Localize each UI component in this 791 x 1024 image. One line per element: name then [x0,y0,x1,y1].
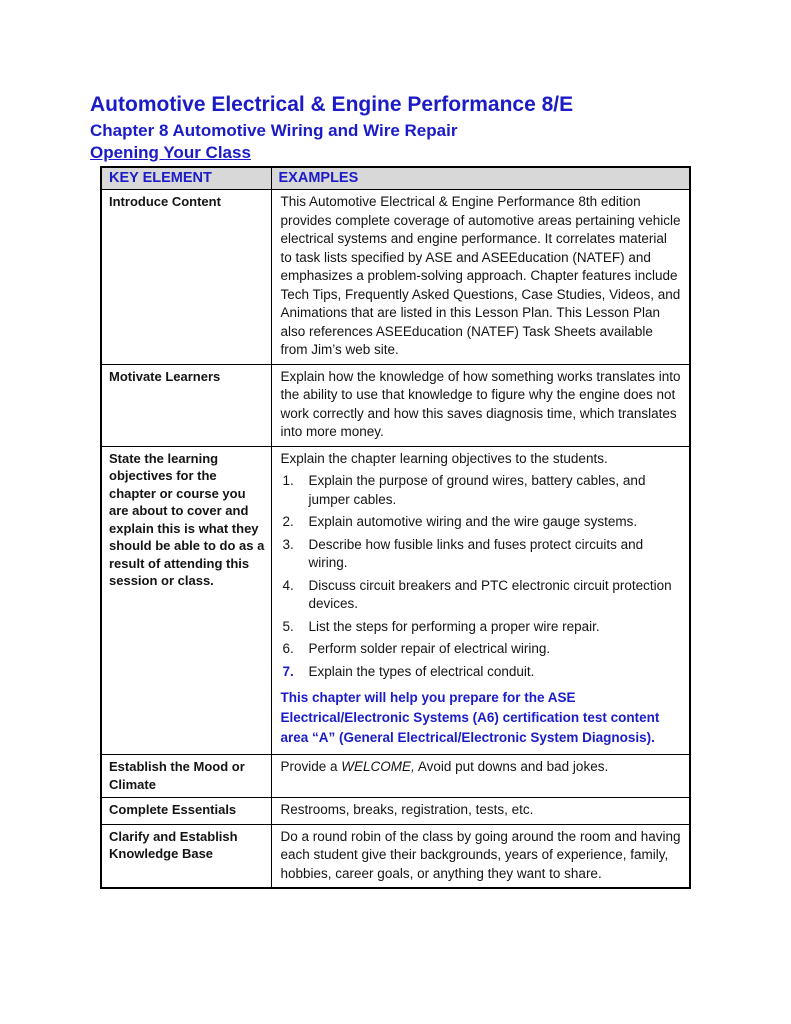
example-emphasis-text: WELCOME, [341,759,415,774]
objective-number: 6. [282,641,294,656]
objective-text: Explain automotive wiring and the wire gauge systems. [308,514,638,529]
key-element-cell: Complete Essentials [101,798,271,825]
objective-list-item [283,577,682,614]
objective-number: 4. [282,577,294,593]
key-element-cell: Clarify and Establish Knowledge Base [101,824,271,888]
key-element-cell: Establish the Mood or Climate [101,755,271,798]
objective-list-item [283,663,682,682]
examples-cell [271,755,690,798]
example-text: Provide a [280,759,342,774]
objective-text: Discuss circuit breakers and PTC electronic circuit protection devices. [308,577,672,611]
objective-text: List the steps for performing a proper wire repair. [308,618,600,634]
section-heading: Opening Your Class [90,143,251,162]
lesson-plan-table [100,166,691,889]
table-row [101,364,690,446]
key-element-cell: Introduce Content [101,190,271,365]
table-row [101,755,690,798]
table-row [101,798,690,825]
objective-list-item [283,640,682,659]
example-paragraph [281,758,682,777]
objective-list-item [283,536,682,573]
key-element-cell: Motivate Learners [101,364,271,446]
table-row [101,824,690,888]
objective-number: 2. [282,514,294,529]
objective-text: Explain the types of electrical conduit. [308,663,535,679]
key-element-cell: State the learning objectives for the chapter or course you are about to cover and explain this is what they should be able to do as a result of attending this session or class. [101,446,271,755]
lesson-table-body [101,190,690,889]
objective-list-item [283,618,682,637]
example-text: Avoid put downs and bad jokes. [414,759,609,774]
examples-cell [271,798,690,825]
example-paragraph: Restrooms, breaks, registration, tests, etc. [280,802,534,817]
examples-cell [271,446,690,755]
objective-number: 1. [282,473,294,488]
table-row [101,446,690,755]
objective-list-item [283,472,682,509]
example-paragraph: Explain how the knowledge of how something works translates into the ability to use that knowledge to figure why the engine does not work correctly and how this saves diagnosis time, which translates into more money. [280,368,681,439]
page-title: Automotive Electrical & Engine Performance 8/E [90,93,574,116]
objective-text: Perform solder repair of electrical wiring. [308,641,551,656]
examples-cell [271,824,690,888]
examples-cell [271,190,690,365]
column-header-key-element: KEY ELEMENT [101,167,271,190]
objectives-intro: Explain the chapter learning objectives to the students. [280,450,608,466]
objective-text: Explain the purpose of ground wires, battery cables, and jumper cables. [308,473,646,507]
objective-number: 5. [282,618,294,634]
objective-number: 3. [282,536,294,552]
chapter-subtitle: Chapter 8 Automotive Wiring and Wire Repair [90,121,458,140]
column-header-examples: EXAMPLES [271,167,690,190]
objective-list-item [283,513,682,532]
example-paragraph: This Automotive Electrical & Engine Performance 8th edition provides complete coverage of automotive areas pertaining vehicle electrical systems and engine performance. It correlates material to task lists specified by ASE and ASEEducation (NATEF) and emphasizes a problem-solving approach. Chapter features include Tech Tips, Frequently Asked Questions, Case Studies, Videos, and Animations that are listed in this Lesson Plan. This Lesson Plan also references ASEEducation (NATEF) Task Sheets available from Jim’s web site. [280,194,681,357]
objective-number: 7. [282,663,294,679]
ase-certification-note: This chapter will help you prepare for the ASE Electrical/Electronic Systems (A6) certification test content area “A” (General Electrical/Electronic System Diagnosis). [280,690,660,745]
objective-text: Describe how fusible links and fuses protect circuits and wiring. [308,536,644,570]
table-header-row [101,167,690,190]
table-row [101,190,690,365]
examples-cell [271,364,690,446]
example-paragraph: Do a round robin of the class by going around the room and having each student give their backgrounds, years of experience, family, hobbies, career goals, or anything they want to share. [280,828,681,881]
